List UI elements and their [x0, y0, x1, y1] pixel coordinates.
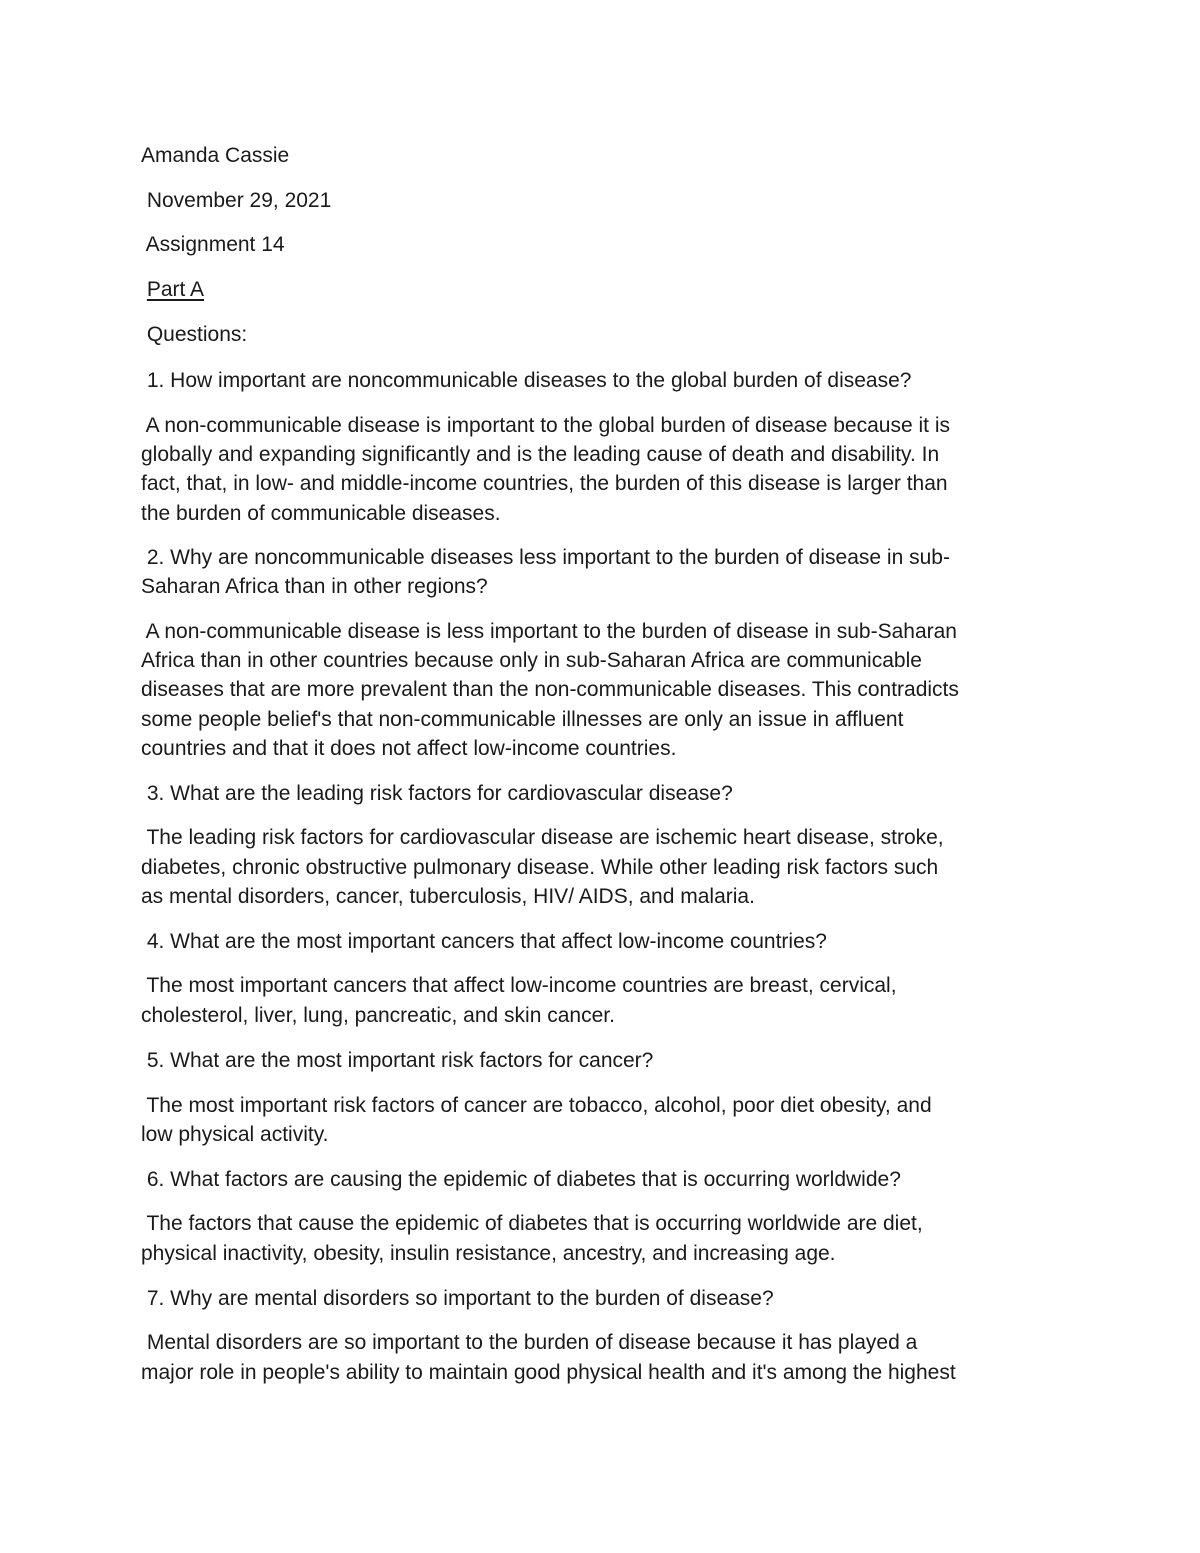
answer-3-line-1: The leading risk factors for cardiovascular disease are ischemic heart disease, stroke, [141, 826, 944, 849]
question-1: 1. How important are noncommunicable diseases to the global burden of disease? [141, 369, 912, 392]
answer-2-line-1: A non-communicable disease is less important to the burden of disease in sub-Saharan [141, 620, 957, 643]
answer-2-line-3: diseases that are more prevalent than the non-communicable diseases. This contradicts [141, 678, 959, 701]
answer-6-line-1: The factors that cause the epidemic of diabetes that is occurring worldwide are diet, [141, 1212, 923, 1235]
answer-5-line-1: The most important risk factors of cancer are tobacco, alcohol, poor diet obesity, and [141, 1094, 932, 1117]
answer-1-line-4: the burden of communicable diseases. [141, 502, 501, 525]
answer-7-line-2: major role in people's ability to maintain good physical health and it's among the highest [141, 1361, 956, 1384]
document-date: November 29, 2021 [141, 189, 332, 212]
part-heading-text: Part A [146, 278, 205, 301]
answer-4-line-1: The most important cancers that affect low-income countries are breast, cervical, [141, 974, 897, 997]
author-name: Amanda Cassie [141, 144, 290, 167]
question-5: 5. What are the most important risk factors for cancer? [141, 1049, 654, 1072]
questions-label: Questions: [141, 323, 248, 346]
answer-1-line-3: fact, that, in low- and middle-income countries, the burden of this disease is larger than [141, 472, 948, 495]
answer-4-line-2: cholesterol, liver, lung, pancreatic, and skin cancer. [141, 1004, 615, 1027]
question-6: 6. What factors are causing the epidemic of diabetes that is occurring worldwide? [141, 1168, 901, 1191]
assignment-title: Assignment 14 [141, 233, 285, 256]
answer-3-line-3: as mental disorders, cancer, tuberculosis, HIV/ AIDS, and malaria. [141, 885, 755, 908]
question-7: 7. Why are mental disorders so important to the burden of disease? [141, 1287, 774, 1310]
question-4: 4. What are the most important cancers that affect low-income countries? [141, 930, 827, 953]
answer-1-line-2: globally and expanding significantly and is the leading cause of death and disability. In [141, 443, 940, 466]
answer-2-line-4: some people belief's that non-communicable illnesses are only an issue in affluent [141, 708, 904, 731]
answer-1-line-1: A non-communicable disease is important to the global burden of disease because it is [141, 414, 950, 437]
answer-3-line-2: diabetes, chronic obstructive pulmonary disease. While other leading risk factors such [141, 856, 939, 879]
answer-6-line-2: physical inactivity, obesity, insulin resistance, ancestry, and increasing age. [141, 1242, 836, 1265]
answer-2-line-5: countries and that it does not affect low-income countries. [141, 737, 677, 760]
question-2-line-1: 2. Why are noncommunicable diseases less important to the burden of disease in sub- [141, 546, 950, 569]
answer-7-line-1: Mental disorders are so important to the burden of disease because it has played a [141, 1331, 918, 1354]
question-2-line-2: Saharan Africa than in other regions? [141, 575, 488, 598]
answer-2-line-2: Africa than in other countries because only in sub-Saharan Africa are communicable [141, 649, 922, 672]
part-heading [141, 275, 204, 305]
question-3: 3. What are the leading risk factors for cardiovascular disease? [141, 782, 733, 805]
answer-5-line-2: low physical activity. [141, 1123, 329, 1146]
